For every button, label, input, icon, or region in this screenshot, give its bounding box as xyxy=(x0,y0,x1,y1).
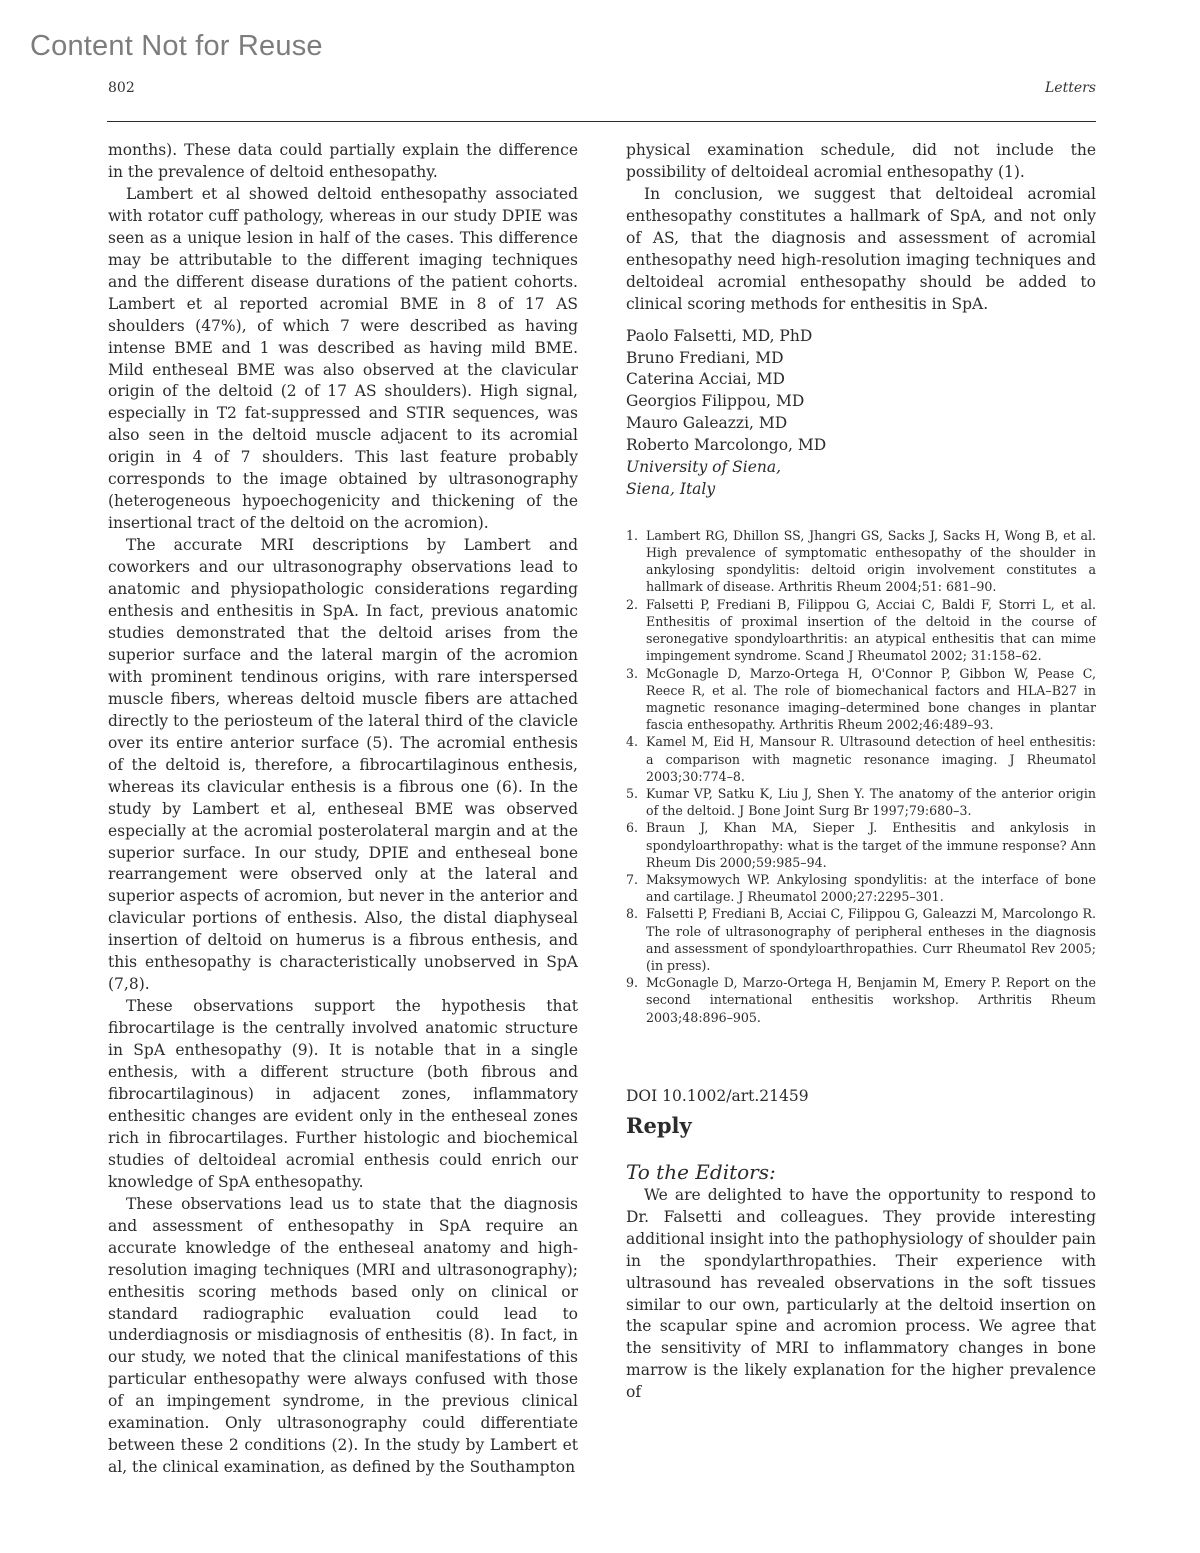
body-paragraph: physical examination schedule, did not include the possibility of deltoideal acromial enthesopathy (1). xyxy=(626,141,1096,181)
running-head: Letters xyxy=(1045,80,1096,96)
right-column xyxy=(626,140,1096,1404)
reference-text: McGonagle D, Marzo-Ortega H, Benjamin M, Emery P. Report on the second international enthesitis workshop. Arthritis Rheum 2003;48:896–905. xyxy=(646,975,1096,1025)
reference-text: Falsetti P, Frediani B, Filippou G, Acciai C, Baldi F, Storri L, et al. Enthesitis of proximal insertion of the deltoid in the course of seronegative spondyloarthritis: an atypical enthesitis that can mime impingement syndrome. Scand J Rheumatol 2002; 31:158–62. xyxy=(646,596,1096,664)
reference-text: Kumar VP, Satku K, Liu J, Shen Y. The anatomy of the anterior origin of the deltoid. J Bone Joint Surg Br 1997;79:680–3. xyxy=(646,785,1096,819)
reference-number: 8. xyxy=(626,906,639,922)
reference-number: 1. xyxy=(626,527,639,543)
reference-text: Falsetti P, Frediani B, Acciai C, Filippou G, Galeazzi M, Marcolongo R. The role of ultrasonography of peripheral entheses in the diagnosis and assessment of spondyloarthropathies. Curr Rheumatol Rev 2005; (in press). xyxy=(646,906,1096,973)
doi-line: DOI 10.1002/art.21459 xyxy=(626,1086,809,1105)
reply-paragraph: We are delighted to have the opportunity to respond to Dr. Falsetti and colleagues. They provide interesting additional insight into the pathophysiology of shoulder pain in the spondylarthropathies. Their experience with ultrasound has revealed observations in the soft tissues similar to our own, particularly at the deltoid insertion on the scapular spine and acromion process. We agree that the sensitivity of MRI to inflammatory changes in bone marrow is the likely explanation for the higher prevalence of xyxy=(626,1185,1096,1402)
reference-item xyxy=(626,785,1096,819)
author-name: Bruno Frediani, MD xyxy=(626,348,784,367)
reference-number: 9. xyxy=(626,975,639,991)
salutation: To the Editors: xyxy=(626,1159,776,1184)
watermark: Content Not for Reuse xyxy=(30,30,323,62)
body-paragraph: Lambert et al showed deltoid enthesopathy associated with rotator cuff pathology, whereas in our study DPIE was seen as a unique lesion in half of the cases. This difference may be attributable to the different imaging techniques and the different disease durations of the patient cohorts. Lambert et al reported acromial BME in 8 of 17 AS shoulders (47%), of which 7 were described as having intense BME and 1 was described as having mild BME. Mild entheseal BME was also observed at the clavicular origin of the deltoid (2 of 17 AS shoulders). High signal, especially in T2 fat-suppressed and STIR sequences, was also seen in the deltoid muscle adjacent to its acromial origin in 4 of 7 shoulders. This last feature probably corresponds to the image obtained by ultrasonography (heterogeneous hypoechogenicity and thickening of the insertional tract of the deltoid on the acromion). xyxy=(108,184,578,533)
reference-item xyxy=(626,733,1096,785)
affiliation-line: University of Siena, xyxy=(626,458,782,477)
reply-heading: Reply xyxy=(626,1112,692,1138)
body-paragraph: The accurate MRI descriptions by Lambert and coworkers and our ultrasonography observations lead to anatomic and physiopathologic considerations regarding enthesis and enthesitis in SpA. In fact, previous anatomic studies demonstrated that the deltoid arises from the superior surface and the lateral margin of the acromion with prominent tendinous origins, with rare interspersed muscle fibers, whereas deltoid muscle fibers are attached directly to the periosteum of the lateral third of the clavicle over its entire anterior surface (5). The acromial enthesis of the deltoid is, therefore, a fibrocartilaginous enthesis, whereas its clavicular enthesis is a fibrous one (6). In the study by Lambert et al, entheseal BME was observed especially at the acromial posterolateral margin and at the superior surface. In our study, DPIE and entheseal bone rearrangement were observed only at the lateral and superior aspects of acromion, but never in the anterior and clavicular portions of enthesis. Also, the distal diaphyseal insertion of deltoid on humerus is a fibrous enthesis, and this enthesopathy is characteristically unobserved in SpA (7,8). xyxy=(108,536,578,994)
reference-text: Braun J, Khan MA, Sieper J. Enthesitis and ankylosis in spondyloarthropathy: what is the target of the immune response? Ann Rheum Dis 2000;59:985–94. xyxy=(646,820,1096,870)
author-name: Caterina Acciai, MD xyxy=(626,370,785,389)
reference-item xyxy=(626,596,1096,665)
reference-item xyxy=(626,527,1096,596)
reference-item xyxy=(626,974,1096,1026)
reference-item xyxy=(626,819,1096,871)
reference-text: McGonagle D, Marzo-Ortega H, O'Connor P, Gibbon W, Pease C, Reece R, et al. The role of biomechanical factors and HLA–B27 in magnetic resonance imaging–determined bone changes in plantar fascia enthesopathy. Arthritis Rheum 2002;46:489–93. xyxy=(646,665,1096,733)
author-name: Mauro Galeazzi, MD xyxy=(626,414,788,433)
author-name: Roberto Marcolongo, MD xyxy=(626,436,827,455)
reference-item xyxy=(626,871,1096,905)
left-column xyxy=(108,140,578,1479)
header-rule xyxy=(107,121,1096,122)
author-name: Paolo Falsetti, MD, PhD xyxy=(626,326,813,345)
body-paragraph: These observations lead us to state that the diagnosis and assessment of enthesopathy in SpA require an accurate knowledge of the entheseal anatomy and high-resolution imaging techniques (MRI and ultrasonography); enthesitis scoring methods based only on clinical or standard radiographic evaluation could lead to underdiagnosis or misdiagnosis of enthesitis (8). In fact, in our study, we noted that the clinical manifestations of this particular enthesopathy were always confused with those of an impingement syndrome, in the previous clinical examination. Only ultrasonography could differentiate between these 2 conditions (2). In the study by Lambert et al, the clinical examination, as defined by the Southampton xyxy=(108,1194,578,1477)
body-paragraph: months). These data could partially explain the difference in the prevalence of deltoid enthesopathy. xyxy=(108,141,578,181)
reference-number: 2. xyxy=(626,596,639,612)
author-name: Georgios Filippou, MD xyxy=(626,392,805,411)
reference-text: Kamel M, Eid H, Mansour R. Ultrasound detection of heel enthesitis: a comparison with magnetic resonance imaging. J Rheumatol 2003;30:774–8. xyxy=(646,734,1096,784)
reference-number: 5. xyxy=(626,785,639,801)
reference-number: 3. xyxy=(626,665,639,681)
reference-text: Maksymowych WP. Ankylosing spondylitis: at the interface of bone and cartilage. J Rheumatol 2000;27:2295–301. xyxy=(646,871,1096,905)
reference-list xyxy=(626,527,1096,1026)
body-paragraph: In conclusion, we suggest that deltoideal acromial enthesopathy constitutes a hallmark of SpA, and not only of AS, that the diagnosis and assessment of acromial enthesopathy need high-resolution imaging techniques and deltoideal acromial enthesopathy should be added to clinical scoring methods for enthesitis in SpA. xyxy=(626,184,1096,313)
reference-number: 4. xyxy=(626,734,639,750)
reference-item xyxy=(626,665,1096,734)
reference-item xyxy=(626,905,1096,974)
affiliation-line: Siena, Italy xyxy=(626,479,716,498)
reference-text: Lambert RG, Dhillon SS, Jhangri GS, Sacks J, Sacks H, Wong B, et al. High prevalence of symptomatic enthesopathy of the shoulder in ankylosing spondylitis: deltoid origin involvement constitutes a hallmark of disease. Arthritis Rheum 2004;51: 681–90. xyxy=(646,527,1096,595)
author-list xyxy=(626,326,1096,501)
body-paragraph: These observations support the hypothesis that fibrocartilage is the centrally involved anatomic structure in SpA enthesopathy (9). It is notable that in a single enthesis, with a different structure (both fibrous and fibrocartilaginous) in adjacent zones, inflammatory enthesitic changes are evident only in the entheseal zones rich in fibrocartilages. Further histologic and biochemical studies of deltoideal acromial enthesis could enrich our knowledge of SpA enthesopathy. xyxy=(108,997,578,1191)
page-number: 802 xyxy=(108,80,135,96)
reference-number: 7. xyxy=(626,871,639,887)
reference-number: 6. xyxy=(626,820,639,836)
